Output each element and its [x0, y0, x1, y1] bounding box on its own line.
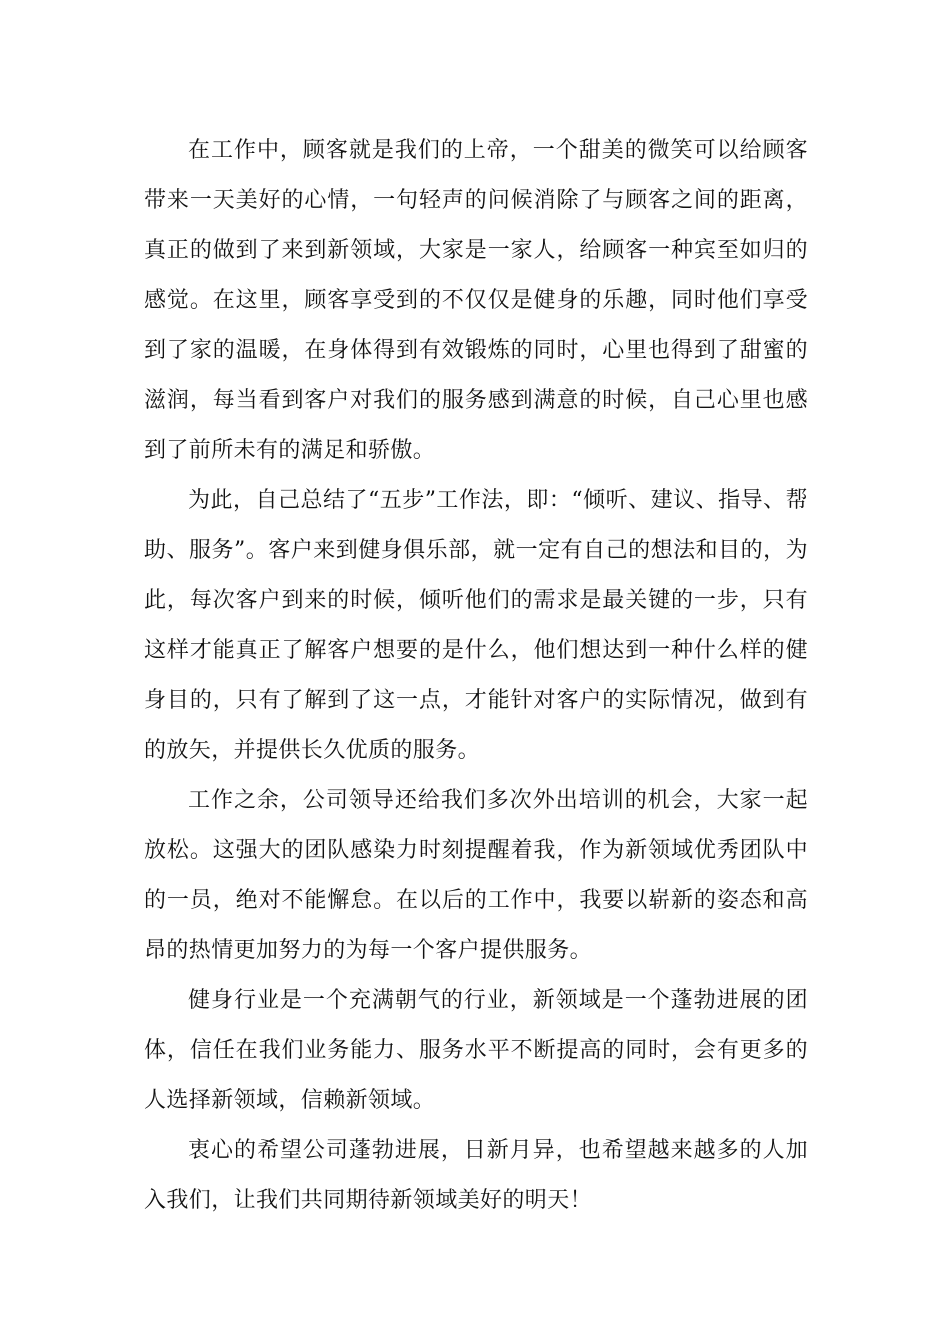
paragraph-customer-service: 在工作中，顾客就是我们的上帝，一个甜美的微笑可以给顾客带来一天美好的心情，一句轻声的问候消除了与顾客之间的距离，真正的做到了来到新领域，大家是一家人，给顾客一种宾至如归的感觉。在这里，顾客享受到的不仅仅是健身的乐趣，同时他们享受到了家的温暖，在身体得到有效锻炼的同时，心里也得到了甜蜜的滋润，每当看到客户对我们的服务感到满意的时候，自己心里也感到了前所未有的满足和骄傲。 — [144, 138, 808, 463]
paragraph-training: 工作之余，公司领导还给我们多次外出培训的机会，大家一起放松。这强大的团队感染力时刻提醒着我，作为新领域优秀团队中的一员，绝对不能懈怠。在以后的工作中，我要以崭新的姿态和高昂的热情更加努力的为每一个客户提供服务。 — [144, 788, 808, 963]
paragraph-industry: 健身行业是一个充满朝气的行业，新领域是一个蓬勃进展的团体，信任在我们业务能力、服务水平不断提高的同时，会有更多的人选择新领域，信赖新领域。 — [144, 988, 808, 1113]
document-body — [144, 126, 808, 1226]
paragraph-closing-wish: 衷心的希望公司蓬勃进展，日新月异，也希望越来越多的人加入我们，让我们共同期待新领域美好的明天！ — [144, 1138, 808, 1213]
paragraph-five-step-method: 为此，自己总结了“五步”工作法，即：“倾听、建议、指导、帮助、服务”。客户来到健身俱乐部，就一定有自己的想法和目的，为此，每次客户到来的时候，倾听他们的需求是最关键的一步，只有这样才能真正了解客户想要的是什么，他们想达到一种什么样的健身目的，只有了解到了这一点，才能针对客户的实际情况，做到有的放矢，并提供长久优质的服务。 — [144, 488, 808, 763]
